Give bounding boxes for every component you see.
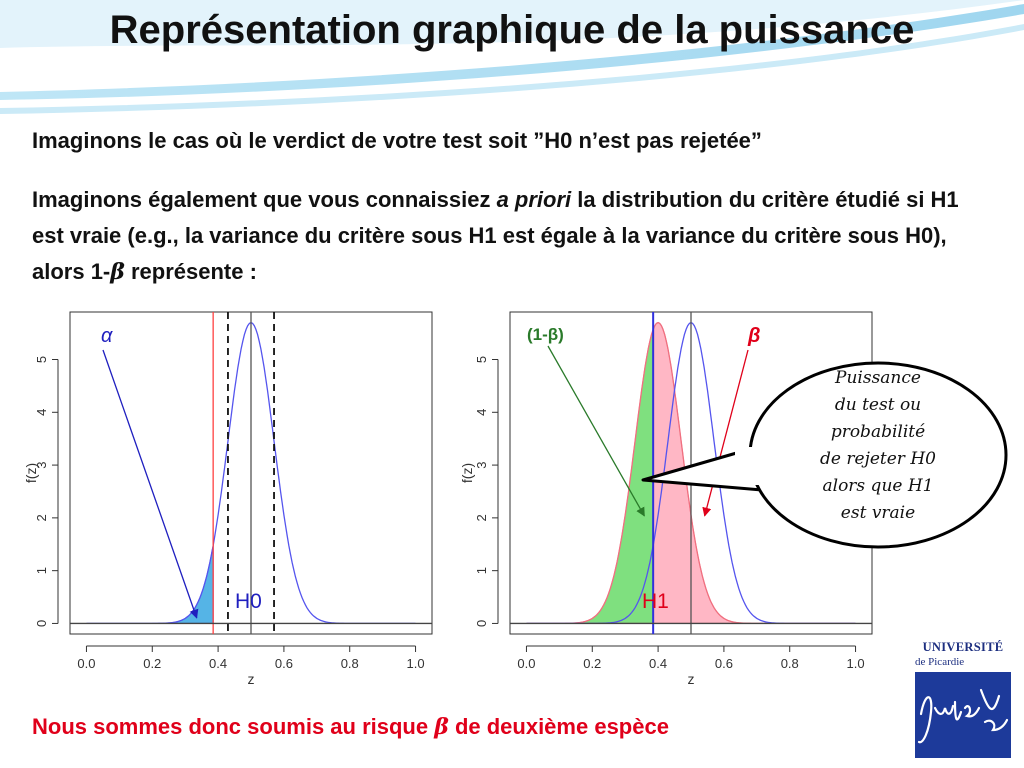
callout-line: probabilité	[830, 422, 926, 442]
x-tick-label: 0.4	[649, 656, 668, 671]
callout-joint	[735, 447, 765, 485]
beta-arrow	[705, 350, 748, 516]
x-tick-marks	[526, 646, 855, 652]
x-tick-label: 0.0	[77, 656, 96, 671]
alpha-label: α	[101, 325, 113, 347]
x-tick-marks	[86, 646, 415, 652]
x-tick-label: 0.6	[714, 656, 733, 671]
beta-symbol: β	[110, 259, 125, 285]
a-priori-emphasis: a priori	[496, 187, 572, 212]
university-logo	[913, 640, 1013, 758]
x-tick-label: 0.4	[209, 656, 228, 671]
x-tick-label: 1.0	[846, 656, 865, 671]
y-tick-label: 1	[474, 567, 489, 575]
y-tick-label: 0	[474, 619, 489, 628]
logo-signature-icon	[915, 672, 1011, 758]
callout-line: Puissance	[835, 368, 921, 388]
x-tick-label: 0.2	[583, 656, 602, 671]
footer-beta-symbol: β	[434, 714, 449, 740]
h0-label: H0	[235, 590, 262, 613]
beta-label: β	[748, 325, 761, 347]
y-tick-label: 3	[474, 461, 489, 469]
chart-left-h0	[23, 312, 432, 687]
callout-line: du test ou	[834, 395, 922, 415]
y-tick-marks	[52, 360, 58, 624]
h1-label: H1	[642, 590, 669, 613]
y-tick-label: 4	[34, 408, 49, 416]
power-region	[553, 329, 653, 623]
paragraph-a-priori-part2: la distribution du critère étudié si H1 est vraie (e.g., la variance du critère sous H1 est égale à la variance du critère sous H0), alors 1-	[32, 187, 959, 284]
y-tick-label: 1	[34, 567, 49, 575]
footer-statement	[32, 714, 669, 740]
x-tick-label: 1.0	[406, 656, 425, 671]
y-tick-label: 5	[474, 355, 489, 364]
footer-part2: de deuxième espèce	[448, 714, 669, 739]
callout-bubble	[643, 363, 1006, 547]
y-tick-label: 3	[34, 461, 49, 469]
x-tick-label: 0.0	[517, 656, 536, 671]
power-label: (1-β)	[527, 325, 564, 344]
logo-picardie-text: de Picardie	[915, 656, 965, 668]
paragraph-verdict: Imaginons le cas où le verdict de votre test soit ”H0 n’est pas rejetée”	[32, 128, 762, 153]
power-arrow	[548, 346, 644, 516]
paragraph-a-priori-part1: Imaginons également que vous connaissiez	[32, 187, 497, 212]
y-tick-label: 4	[474, 408, 489, 416]
x-axis-label: z	[247, 671, 255, 687]
paragraph-a-priori-part3: représente :	[124, 259, 257, 284]
y-tick-label: 5	[34, 355, 49, 364]
alpha-arrow	[103, 350, 197, 618]
x-tick-label: 0.2	[143, 656, 162, 671]
y-axis-label: f(z)	[23, 462, 39, 484]
page-title: Représentation graphique de la puissance	[109, 8, 915, 52]
x-tick-label: 0.8	[780, 656, 799, 671]
x-axis-label: z	[687, 671, 695, 687]
x-tick-label: 0.8	[340, 656, 359, 671]
y-axis-label: f(z)	[459, 462, 475, 484]
logo-blue-panel	[915, 672, 1011, 758]
callout-line: alors que H1	[822, 476, 934, 496]
x-tick-label: 0.6	[274, 656, 293, 671]
y-tick-marks	[492, 360, 498, 624]
callout-line: de rejeter H0	[820, 449, 936, 469]
logo-university-text: UNIVERSITÉ	[922, 640, 1004, 654]
y-tick-label: 2	[34, 514, 49, 522]
footer-part1: Nous sommes donc soumis au risque	[32, 714, 435, 739]
y-tick-label: 2	[474, 514, 489, 522]
y-tick-label: 0	[34, 619, 49, 628]
callout-line: est vraie	[840, 503, 916, 523]
